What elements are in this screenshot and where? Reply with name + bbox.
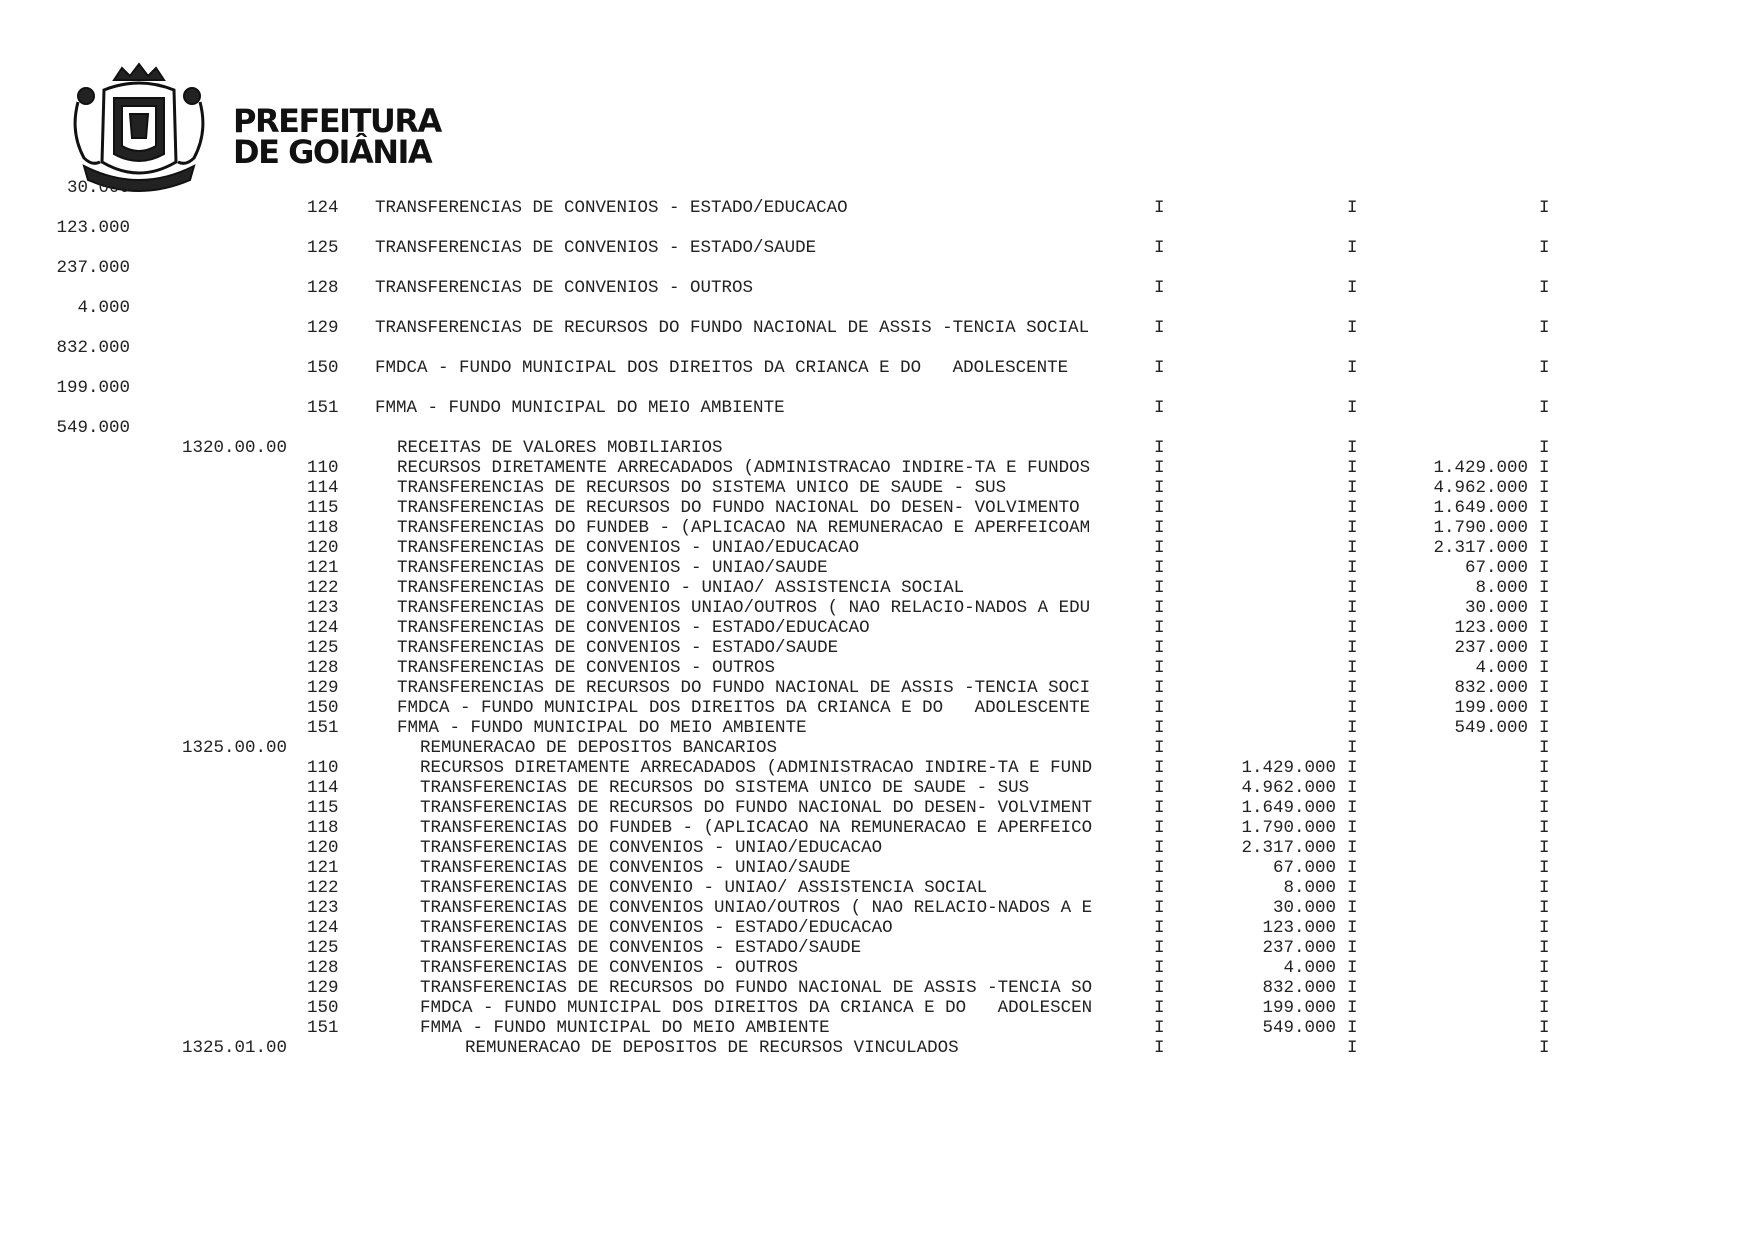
value-col-3: 549.000: [1454, 718, 1528, 738]
value-col-2: 8.000: [1283, 878, 1336, 898]
column-separator: I: [1539, 458, 1550, 478]
table-row: [0, 998, 1754, 1018]
table-row: [0, 518, 1754, 538]
column-separator: I: [1347, 858, 1358, 878]
table-row: [0, 298, 1754, 318]
column-separator: I: [1154, 858, 1165, 878]
column-separator: I: [1347, 538, 1358, 558]
table-row: [0, 738, 1754, 758]
column-separator: I: [1539, 718, 1550, 738]
table-row: [0, 658, 1754, 678]
value-col-2: 237.000: [1262, 938, 1336, 958]
source-code: 122: [307, 578, 339, 598]
column-separator: I: [1539, 938, 1550, 958]
source-code: 114: [307, 778, 339, 798]
source-code: 122: [307, 878, 339, 898]
column-separator: I: [1539, 778, 1550, 798]
column-separator: I: [1347, 738, 1358, 758]
row-description: TRANSFERENCIAS DE CONVENIO - UNIAO/ ASSISTENCIA SOCIAL: [420, 878, 988, 898]
column-separator: I: [1154, 818, 1165, 838]
column-separator: I: [1154, 798, 1165, 818]
value-col-2: 4.962.000: [1241, 778, 1336, 798]
table-row: [0, 378, 1754, 398]
column-separator: I: [1539, 478, 1550, 498]
column-separator: I: [1539, 1038, 1550, 1058]
table-row: [0, 198, 1754, 218]
row-description: TRANSFERENCIAS DE CONVENIOS UNIAO/OUTROS ( NAO RELACIO-NADOS A E: [420, 898, 1093, 918]
source-code: 129: [307, 678, 339, 698]
value-col-3: 4.962.000: [1433, 478, 1528, 498]
row-description: RECURSOS DIRETAMENTE ARRECADADOS (ADMINISTRACAO INDIRE-TA E FUNDOS: [397, 458, 1091, 478]
source-code: 129: [307, 978, 339, 998]
row-description: TRANSFERENCIAS DE CONVENIOS - UNIAO/SAUDE: [420, 858, 851, 878]
source-code: 123: [307, 898, 339, 918]
column-separator: I: [1347, 718, 1358, 738]
row-description: TRANSFERENCIAS DE CONVENIOS UNIAO/OUTROS ( NAO RELACIO-NADOS A EDU: [397, 598, 1091, 618]
account-code: 1325.00.00: [181, 738, 287, 758]
column-separator: I: [1347, 578, 1358, 598]
table-row: [0, 538, 1754, 558]
column-separator: I: [1154, 278, 1165, 298]
table-row: [0, 498, 1754, 518]
table-row: [0, 718, 1754, 738]
row-description: TRANSFERENCIAS DE RECURSOS DO FUNDO NACIONAL DO DESEN- VOLVIMENTO: [397, 498, 1080, 518]
table-row: [0, 698, 1754, 718]
column-separator: I: [1539, 698, 1550, 718]
table-row: [0, 338, 1754, 358]
table-row: [0, 558, 1754, 578]
value-col-2: 123.000: [1262, 918, 1336, 938]
column-separator: I: [1154, 358, 1165, 378]
column-separator: I: [1154, 578, 1165, 598]
table-row: [0, 598, 1754, 618]
column-separator: I: [1347, 238, 1358, 258]
table-row: [0, 1018, 1754, 1038]
table-row: [0, 978, 1754, 998]
subtotal-value: 30.000: [66, 178, 130, 198]
column-separator: I: [1154, 778, 1165, 798]
column-separator: I: [1539, 538, 1550, 558]
value-col-2: 4.000: [1283, 958, 1336, 978]
column-separator: I: [1154, 758, 1165, 778]
source-code: 118: [307, 518, 339, 538]
value-col-3: 30.000: [1464, 598, 1528, 618]
subtotal-value: 237.000: [56, 258, 130, 278]
row-description: TRANSFERENCIAS DE CONVENIOS - ESTADO/EDUCACAO: [420, 918, 893, 938]
column-separator: I: [1154, 1018, 1165, 1038]
table-row: [0, 1038, 1754, 1058]
value-col-3: 237.000: [1454, 638, 1528, 658]
table-row: [0, 178, 1754, 198]
row-description: TRANSFERENCIAS DE CONVENIOS - OUTROS: [375, 278, 754, 298]
column-separator: I: [1347, 358, 1358, 378]
column-separator: I: [1539, 498, 1550, 518]
row-description: FMMA - FUNDO MUNICIPAL DO MEIO AMBIENTE: [420, 1018, 830, 1038]
table-row: [0, 418, 1754, 438]
source-code: 151: [307, 718, 339, 738]
subtotal-value: 832.000: [56, 338, 130, 358]
table-row: [0, 938, 1754, 958]
row-description: TRANSFERENCIAS DE RECURSOS DO SISTEMA UNICO DE SAUDE - SUS: [420, 778, 1030, 798]
table-row: [0, 238, 1754, 258]
row-description: TRANSFERENCIAS DE CONVENIOS - ESTADO/EDUCACAO: [375, 198, 848, 218]
column-separator: I: [1154, 958, 1165, 978]
row-description: TRANSFERENCIAS DE CONVENIOS - UNIAO/SAUDE: [397, 558, 828, 578]
source-code: 110: [307, 758, 339, 778]
column-separator: I: [1347, 1018, 1358, 1038]
table-row: [0, 918, 1754, 938]
table-row: [0, 638, 1754, 658]
row-description: FMMA - FUNDO MUNICIPAL DO MEIO AMBIENTE: [375, 398, 785, 418]
table-row: [0, 898, 1754, 918]
column-separator: I: [1539, 678, 1550, 698]
column-separator: I: [1347, 618, 1358, 638]
column-separator: I: [1347, 998, 1358, 1018]
column-separator: I: [1539, 658, 1550, 678]
value-col-3: 199.000: [1454, 698, 1528, 718]
column-separator: I: [1347, 318, 1358, 338]
row-description: TRANSFERENCIAS DE RECURSOS DO FUNDO NACIONAL DE ASSIS -TENCIA SO: [420, 978, 1093, 998]
column-separator: I: [1539, 738, 1550, 758]
column-separator: I: [1347, 658, 1358, 678]
column-separator: I: [1539, 318, 1550, 338]
column-separator: I: [1347, 898, 1358, 918]
column-separator: I: [1347, 958, 1358, 978]
column-separator: I: [1154, 318, 1165, 338]
column-separator: I: [1154, 498, 1165, 518]
value-col-3: 2.317.000: [1433, 538, 1528, 558]
table-row: [0, 958, 1754, 978]
value-col-3: 123.000: [1454, 618, 1528, 638]
value-col-3: 1.429.000: [1433, 458, 1528, 478]
column-separator: I: [1539, 878, 1550, 898]
source-code: 151: [307, 398, 339, 418]
table-row: [0, 778, 1754, 798]
column-separator: I: [1347, 278, 1358, 298]
value-col-2: 2.317.000: [1241, 838, 1336, 858]
source-code: 120: [307, 838, 339, 858]
column-separator: I: [1539, 998, 1550, 1018]
table-row: [0, 318, 1754, 338]
column-separator: I: [1539, 758, 1550, 778]
value-col-3: 1.649.000: [1433, 498, 1528, 518]
column-separator: I: [1347, 398, 1358, 418]
column-separator: I: [1347, 698, 1358, 718]
column-separator: I: [1539, 958, 1550, 978]
column-separator: I: [1154, 398, 1165, 418]
row-description: TRANSFERENCIAS DO FUNDEB - (APLICACAO NA REMUNERACAO E APERFEICO: [420, 818, 1093, 838]
column-separator: I: [1154, 598, 1165, 618]
source-code: 125: [307, 238, 339, 258]
column-separator: I: [1347, 558, 1358, 578]
subtotal-value: 549.000: [56, 418, 130, 438]
account-code: 1320.00.00: [181, 438, 287, 458]
column-separator: I: [1539, 798, 1550, 818]
column-separator: I: [1539, 578, 1550, 598]
source-code: 125: [307, 638, 339, 658]
row-description: TRANSFERENCIAS DE RECURSOS DO FUNDO NACIONAL DE ASSIS -TENCIA SOCI: [397, 678, 1091, 698]
row-description: FMDCA - FUNDO MUNICIPAL DOS DIREITOS DA CRIANCA E DO ADOLESCENTE: [397, 698, 1091, 718]
value-col-2: 1.649.000: [1241, 798, 1336, 818]
source-code: 150: [307, 698, 339, 718]
value-col-2: 199.000: [1262, 998, 1336, 1018]
row-description: TRANSFERENCIAS DO FUNDEB - (APLICACAO NA REMUNERACAO E APERFEICOAM: [397, 518, 1091, 538]
row-description: FMDCA - FUNDO MUNICIPAL DOS DIREITOS DA CRIANCA E DO ADOLESCEN: [420, 998, 1093, 1018]
column-separator: I: [1539, 238, 1550, 258]
source-code: 128: [307, 958, 339, 978]
column-separator: I: [1347, 878, 1358, 898]
column-separator: I: [1347, 758, 1358, 778]
table-row: [0, 858, 1754, 878]
table-row: [0, 258, 1754, 278]
source-code: 150: [307, 358, 339, 378]
source-code: 120: [307, 538, 339, 558]
column-separator: I: [1154, 198, 1165, 218]
value-col-3: 8.000: [1475, 578, 1528, 598]
row-description: FMDCA - FUNDO MUNICIPAL DOS DIREITOS DA CRIANCA E DO ADOLESCENTE: [375, 358, 1069, 378]
column-separator: I: [1347, 918, 1358, 938]
brand-line-1: PREFEITURA: [233, 102, 441, 140]
column-separator: I: [1154, 998, 1165, 1018]
source-code: 124: [307, 198, 339, 218]
column-separator: I: [1347, 598, 1358, 618]
column-separator: I: [1347, 798, 1358, 818]
column-separator: I: [1154, 718, 1165, 738]
table-row: [0, 358, 1754, 378]
column-separator: I: [1154, 238, 1165, 258]
column-separator: I: [1154, 938, 1165, 958]
column-separator: I: [1347, 638, 1358, 658]
row-description: TRANSFERENCIAS DE CONVENIO - UNIAO/ ASSISTENCIA SOCIAL: [397, 578, 965, 598]
value-col-3: 67.000: [1464, 558, 1528, 578]
column-separator: I: [1154, 878, 1165, 898]
source-code: 121: [307, 858, 339, 878]
column-separator: I: [1539, 978, 1550, 998]
column-separator: I: [1347, 498, 1358, 518]
row-description: TRANSFERENCIAS DE CONVENIOS - ESTADO/SAUDE: [397, 638, 839, 658]
source-code: 118: [307, 818, 339, 838]
source-code: 129: [307, 318, 339, 338]
column-separator: I: [1539, 198, 1550, 218]
column-separator: I: [1154, 538, 1165, 558]
column-separator: I: [1154, 838, 1165, 858]
value-col-2: 67.000: [1272, 858, 1336, 878]
source-code: 128: [307, 278, 339, 298]
source-code: 125: [307, 938, 339, 958]
table-row: [0, 818, 1754, 838]
row-description: TRANSFERENCIAS DE RECURSOS DO SISTEMA UNICO DE SAUDE - SUS: [397, 478, 1007, 498]
account-code: 1325.01.00: [181, 1038, 287, 1058]
column-separator: I: [1347, 838, 1358, 858]
value-col-2: 30.000: [1272, 898, 1336, 918]
column-separator: I: [1539, 398, 1550, 418]
table-row: [0, 278, 1754, 298]
table-row: [0, 878, 1754, 898]
row-description: TRANSFERENCIAS DE CONVENIOS - UNIAO/EDUCACAO: [397, 538, 860, 558]
source-code: 124: [307, 918, 339, 938]
column-separator: I: [1154, 558, 1165, 578]
value-col-2: 1.790.000: [1241, 818, 1336, 838]
column-separator: I: [1347, 938, 1358, 958]
source-code: 151: [307, 1018, 339, 1038]
column-separator: I: [1154, 738, 1165, 758]
source-code: 115: [307, 498, 339, 518]
row-description: TRANSFERENCIAS DE CONVENIOS - ESTADO/SAUDE: [375, 238, 817, 258]
source-code: 128: [307, 658, 339, 678]
source-code: 150: [307, 998, 339, 1018]
value-col-2: 1.429.000: [1241, 758, 1336, 778]
column-separator: I: [1154, 658, 1165, 678]
table-row: [0, 678, 1754, 698]
column-separator: I: [1539, 618, 1550, 638]
source-code: 124: [307, 618, 339, 638]
column-separator: I: [1539, 638, 1550, 658]
source-code: 115: [307, 798, 339, 818]
value-col-3: 832.000: [1454, 678, 1528, 698]
table-row: [0, 478, 1754, 498]
table-row: [0, 618, 1754, 638]
row-description: TRANSFERENCIAS DE RECURSOS DO FUNDO NACIONAL DO DESEN- VOLVIMENT: [420, 798, 1093, 818]
column-separator: I: [1154, 618, 1165, 638]
value-col-3: 1.790.000: [1433, 518, 1528, 538]
table-row: [0, 578, 1754, 598]
row-description: TRANSFERENCIAS DE CONVENIOS - OUTROS: [420, 958, 799, 978]
column-separator: I: [1539, 858, 1550, 878]
column-separator: I: [1539, 518, 1550, 538]
column-separator: I: [1154, 898, 1165, 918]
column-separator: I: [1539, 598, 1550, 618]
source-code: 114: [307, 478, 339, 498]
table-row: [0, 458, 1754, 478]
source-code: 110: [307, 458, 339, 478]
column-separator: I: [1539, 838, 1550, 858]
table-row: [0, 438, 1754, 458]
row-description: TRANSFERENCIAS DE CONVENIOS - UNIAO/EDUCACAO: [420, 838, 883, 858]
row-description: TRANSFERENCIAS DE CONVENIOS - OUTROS: [397, 658, 776, 678]
row-description: TRANSFERENCIAS DE CONVENIOS - ESTADO/SAUDE: [420, 938, 862, 958]
column-separator: I: [1539, 278, 1550, 298]
value-col-2: 832.000: [1262, 978, 1336, 998]
column-separator: I: [1539, 898, 1550, 918]
column-separator: I: [1539, 818, 1550, 838]
column-separator: I: [1347, 818, 1358, 838]
value-col-2: 549.000: [1262, 1018, 1336, 1038]
column-separator: I: [1539, 438, 1550, 458]
row-description: RECURSOS DIRETAMENTE ARRECADADOS (ADMINISTRACAO INDIRE-TA E FUND: [420, 758, 1093, 778]
column-separator: I: [1347, 438, 1358, 458]
column-separator: I: [1154, 518, 1165, 538]
source-code: 123: [307, 598, 339, 618]
table-row: [0, 398, 1754, 418]
column-separator: I: [1347, 678, 1358, 698]
brand-line-2: DE GOIÂNIA: [233, 133, 432, 171]
row-description: REMUNERACAO DE DEPOSITOS DE RECURSOS VINCULADOS: [465, 1038, 959, 1058]
row-description: FMMA - FUNDO MUNICIPAL DO MEIO AMBIENTE: [397, 718, 807, 738]
column-separator: I: [1347, 198, 1358, 218]
column-separator: I: [1539, 918, 1550, 938]
column-separator: I: [1347, 518, 1358, 538]
column-separator: I: [1539, 1018, 1550, 1038]
table-row: [0, 758, 1754, 778]
column-separator: I: [1154, 1038, 1165, 1058]
column-separator: I: [1347, 778, 1358, 798]
subtotal-value: 123.000: [56, 218, 130, 238]
column-separator: I: [1154, 638, 1165, 658]
column-separator: I: [1347, 1038, 1358, 1058]
subtotal-value: 4.000: [77, 298, 130, 318]
subtotal-value: 199.000: [56, 378, 130, 398]
column-separator: I: [1347, 978, 1358, 998]
table-row: [0, 218, 1754, 238]
column-separator: I: [1154, 918, 1165, 938]
column-separator: I: [1154, 458, 1165, 478]
column-separator: I: [1154, 478, 1165, 498]
column-separator: I: [1347, 478, 1358, 498]
column-separator: I: [1539, 358, 1550, 378]
column-separator: I: [1154, 978, 1165, 998]
column-separator: I: [1154, 678, 1165, 698]
value-col-3: 4.000: [1475, 658, 1528, 678]
table-row: [0, 838, 1754, 858]
column-separator: I: [1154, 698, 1165, 718]
column-separator: I: [1347, 458, 1358, 478]
column-separator: I: [1154, 438, 1165, 458]
table-row: [0, 798, 1754, 818]
row-description: RECEITAS DE VALORES MOBILIARIOS: [397, 438, 723, 458]
row-description: REMUNERACAO DE DEPOSITOS BANCARIOS: [420, 738, 778, 758]
row-description: TRANSFERENCIAS DE RECURSOS DO FUNDO NACIONAL DE ASSIS -TENCIA SOCIAL: [375, 318, 1090, 338]
row-description: TRANSFERENCIAS DE CONVENIOS - ESTADO/EDUCACAO: [397, 618, 870, 638]
column-separator: I: [1539, 558, 1550, 578]
source-code: 121: [307, 558, 339, 578]
